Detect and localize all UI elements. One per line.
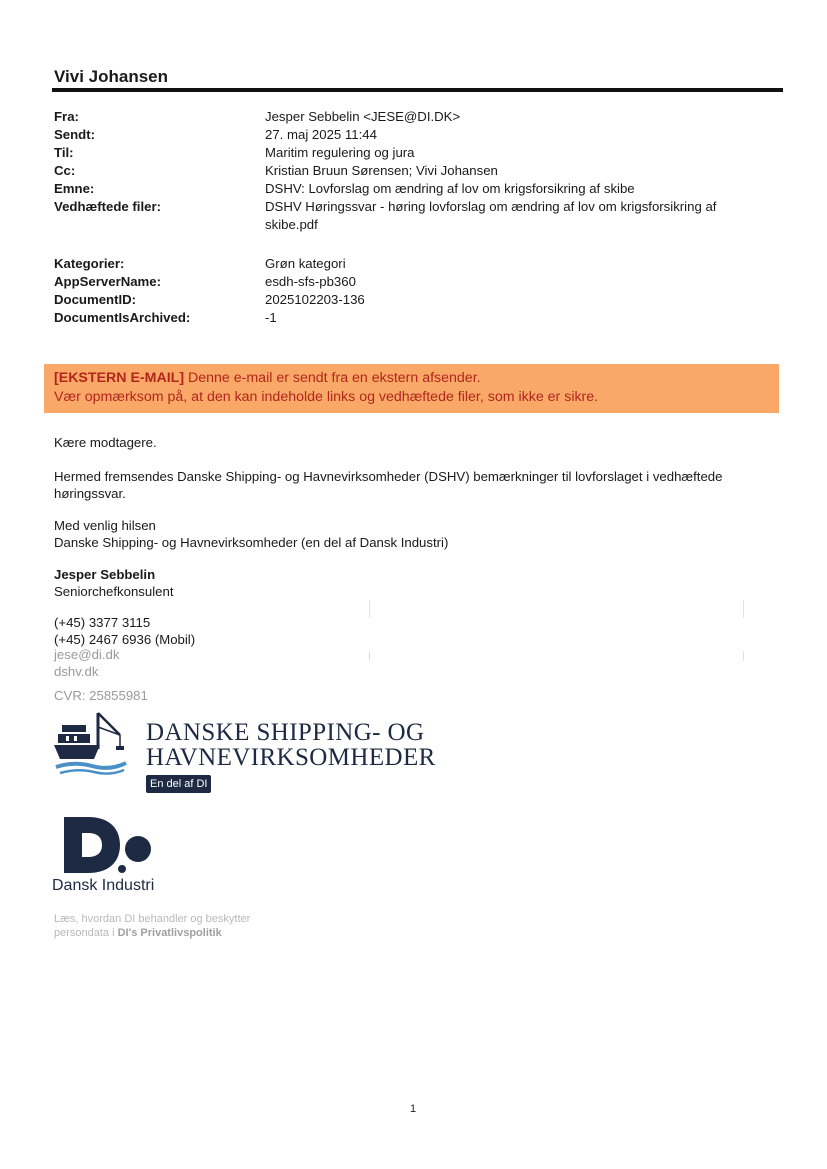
banner-text-1: Denne e-mail er sendt fra en ekstern afsender.	[188, 370, 481, 386]
dshv-logo-tag: En del af DI	[146, 775, 211, 793]
table-border	[743, 600, 744, 618]
greeting: Kære modtagere.	[54, 435, 157, 450]
signature-website-link[interactable]: dshv.dk	[54, 664, 99, 679]
signature-mobile: (+45) 2467 6936 (Mobil)	[54, 632, 196, 647]
signature-name: Jesper Sebbelin	[54, 567, 156, 582]
to-label: Til:	[54, 145, 74, 160]
appserver-value: esdh-sfs-pb360	[265, 274, 356, 289]
privacy-policy-link[interactable]: DI's Privatlivspolitik	[117, 927, 222, 939]
table-border	[743, 651, 744, 661]
archived-value: -1	[265, 310, 277, 325]
sent-value: 27. maj 2025 11:44	[265, 127, 377, 142]
privacy-line-2	[54, 926, 250, 940]
cc-label: Cc:	[54, 163, 76, 178]
documentid-value: 2025102203-136	[265, 292, 365, 307]
privacy-line-1: Læs, hvordan DI behandler og beskytter	[54, 913, 251, 925]
signature-email-link[interactable]: jese@di.dk	[54, 647, 120, 662]
categories-label: Kategorier:	[54, 256, 125, 271]
archived-label: DocumentIsArchived:	[54, 310, 191, 325]
privacy-prefix: persondata i	[54, 927, 115, 939]
appserver-label: AppServerName:	[54, 274, 162, 289]
signature-phone: (+45) 3377 3115	[54, 615, 151, 630]
ship-crane-logo-icon	[54, 709, 128, 777]
banner-line-2: Vær opmærksom på, at den kan indeholde links og vedhæftede filer, som ikke er sikre.	[54, 389, 599, 405]
sent-label: Sendt:	[54, 127, 96, 142]
signature-title: Seniorchefkonsulent	[54, 584, 174, 599]
page-number: 1	[410, 1103, 417, 1115]
di-logo-icon	[64, 817, 154, 873]
dshv-logo-line-2: HAVNEVIRKSOMHEDER	[146, 744, 436, 771]
attachments-value[interactable]: DSHV Høringssvar - høring lovforslag om ændring af lov om krigsforsikring af skibe.pdf	[265, 199, 717, 232]
attachments-label: Vedhæftede filer:	[54, 199, 161, 214]
subject-label: Emne:	[54, 181, 95, 196]
banner-tag: [EKSTERN E-MAIL]	[54, 370, 185, 386]
owner-name: Vivi Johansen	[54, 67, 169, 86]
di-logo-name: Dansk Industri	[52, 877, 155, 894]
external-email-banner	[44, 364, 779, 413]
categories-value: Grøn kategori	[265, 256, 346, 271]
subject-value: DSHV: Lovforslag om ændring af lov om krigsforsikring af skibe	[265, 181, 635, 196]
table-border	[369, 651, 370, 661]
header-rule	[52, 88, 783, 92]
cc-value: Kristian Bruun Sørensen; Vivi Johansen	[265, 163, 498, 178]
sender-org: Danske Shipping- og Havnevirksomheder (en del af Dansk Industri)	[54, 535, 449, 550]
documentid-label: DocumentID:	[54, 292, 137, 307]
table-border	[369, 600, 370, 618]
signature-cvr: CVR: 25855981	[54, 688, 148, 703]
from-value: Jesper Sebbelin <JESE@DI.DK>	[265, 109, 461, 124]
dshv-logo-line-1: DANSKE SHIPPING- OG	[146, 719, 425, 746]
body-paragraph: Hermed fremsendes Danske Shipping- og Havnevirksomheder (DSHV) bemærkninger til lovforslaget i vedhæftede høringssvar.	[54, 469, 723, 501]
banner-line-1	[54, 369, 779, 388]
privacy-notice	[54, 912, 250, 940]
from-label: Fra:	[54, 109, 79, 124]
closing: Med venlig hilsen	[54, 518, 156, 533]
to-value: Maritim regulering og jura	[265, 145, 415, 160]
